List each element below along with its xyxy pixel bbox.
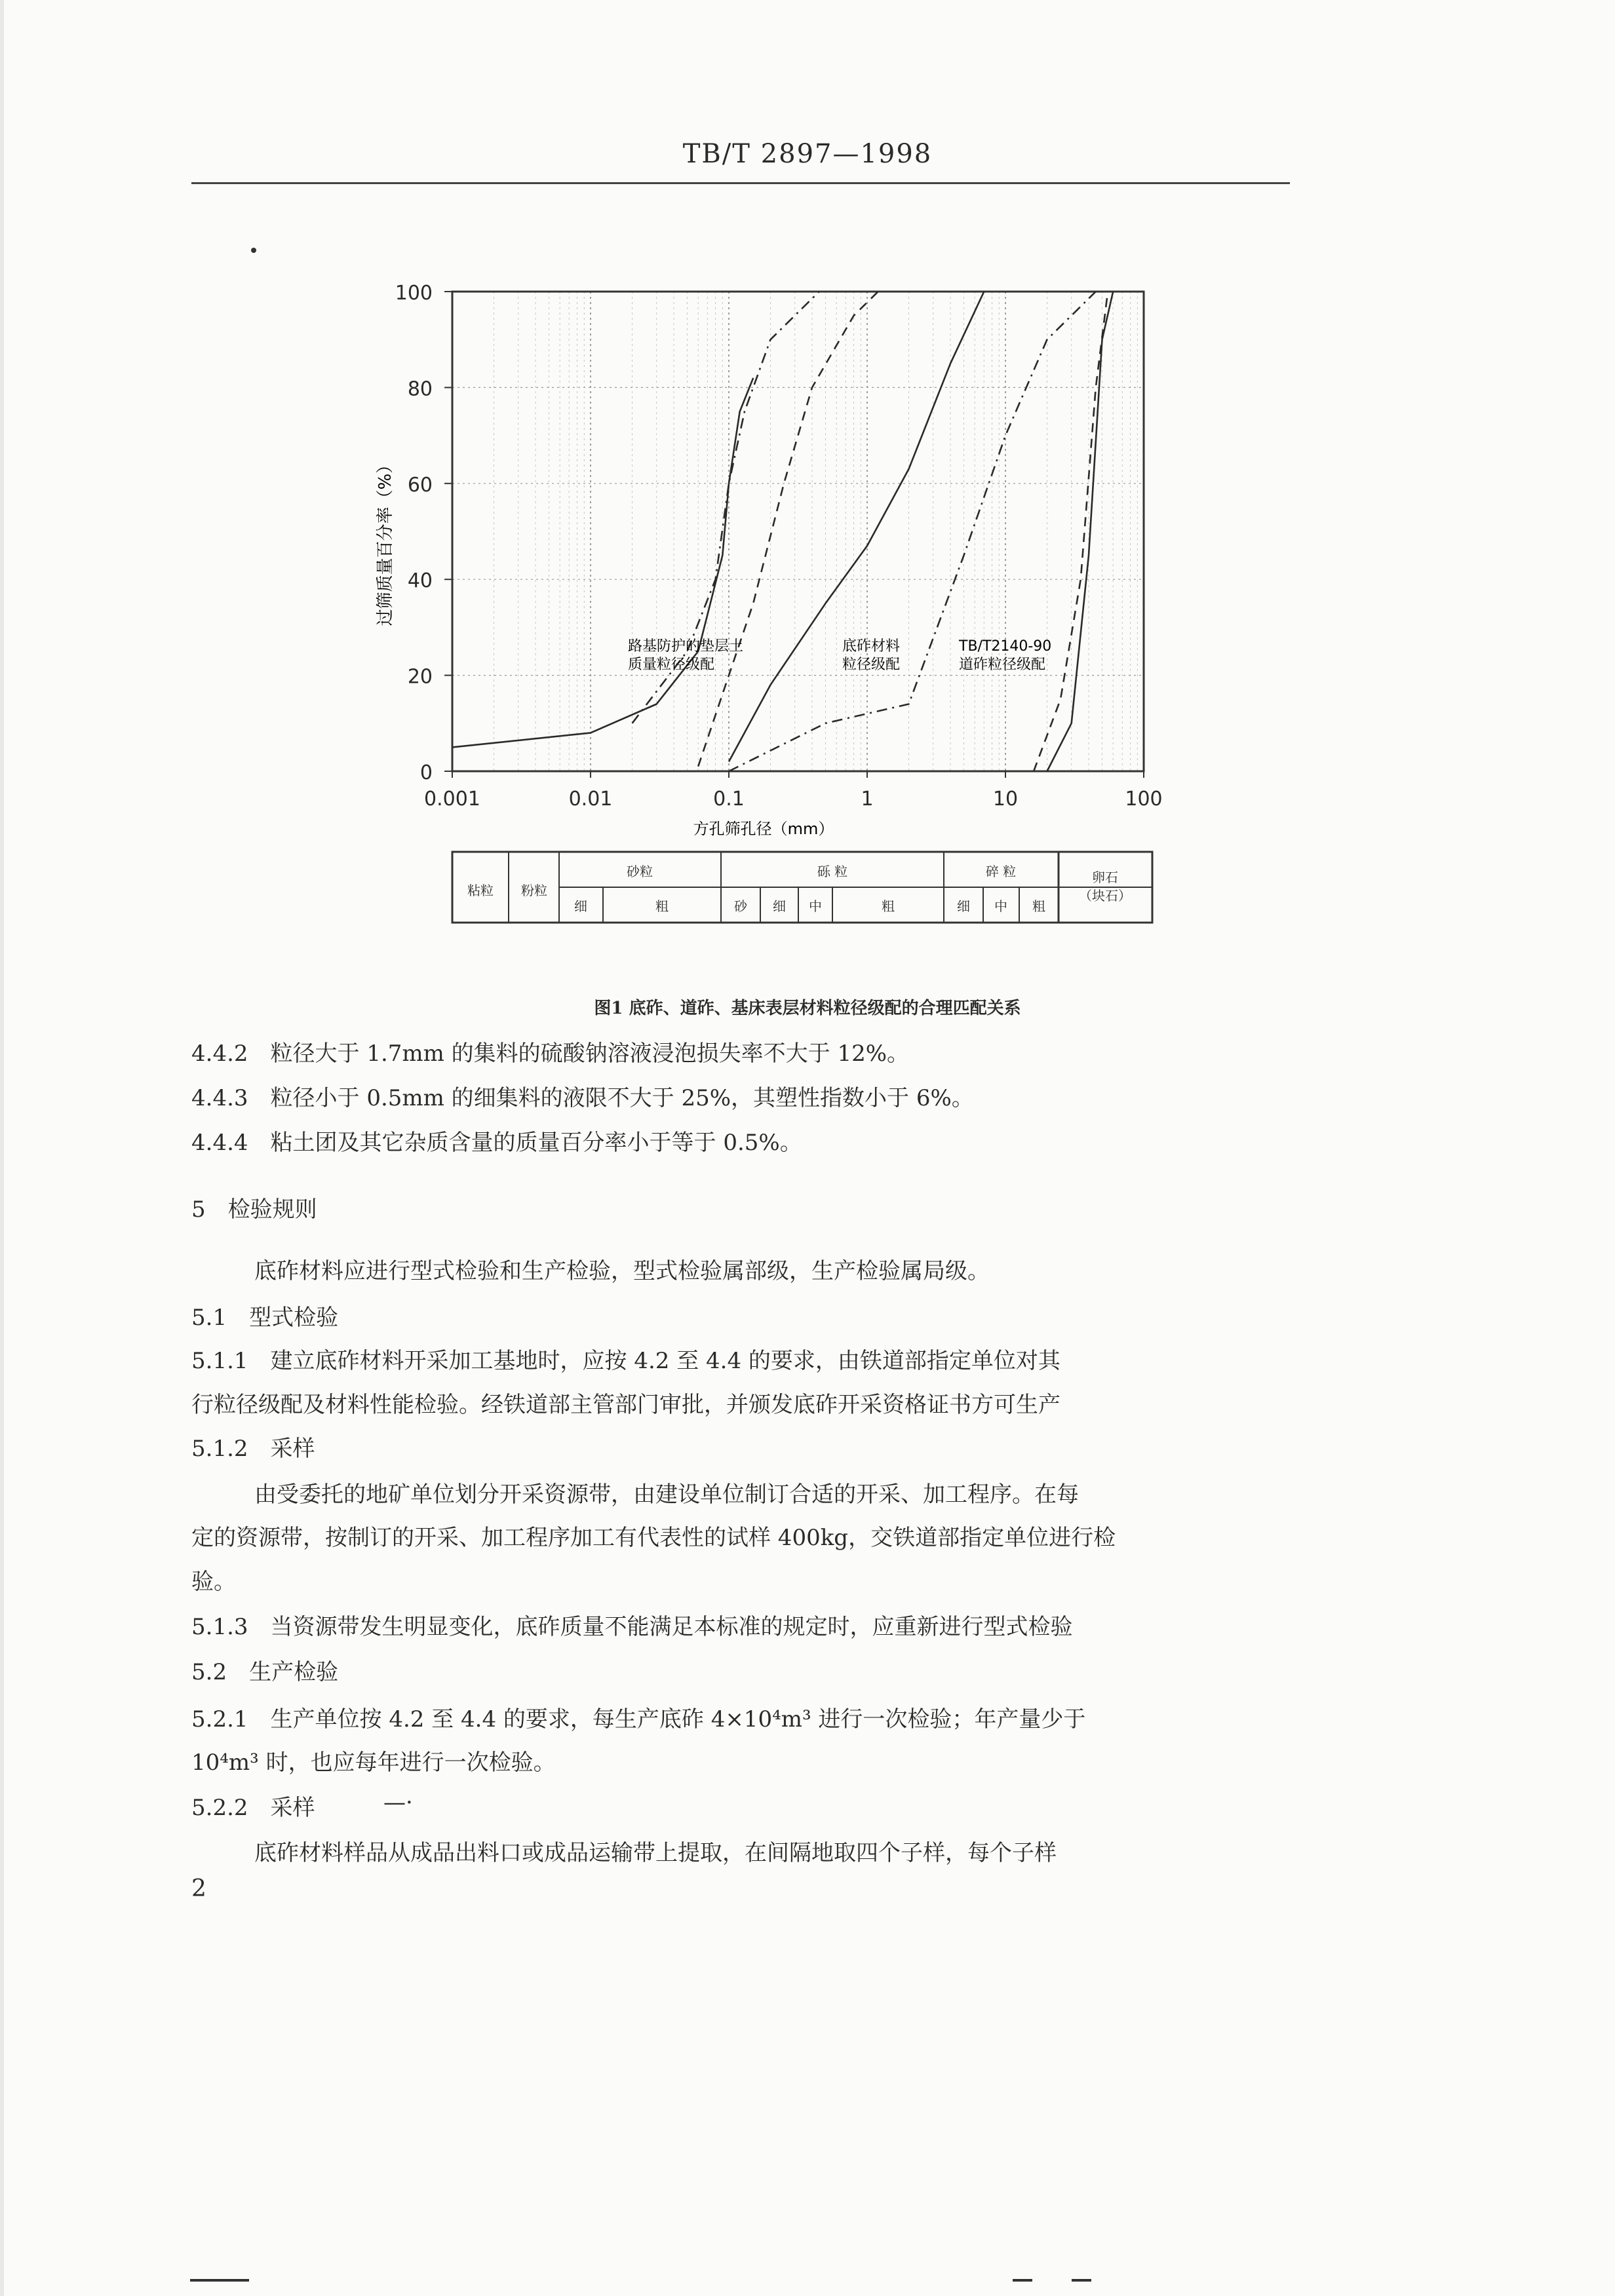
grain-gravel-coarse: 粗 xyxy=(882,898,895,914)
clause-5-2-2-line1: 底砟材料样品从成品出料口或成品运输带上提取，在间隔地取四个子样，每个子样 xyxy=(254,1840,1057,1866)
plot-frame xyxy=(452,292,1144,771)
grain-fine-gravel-m: 中 xyxy=(994,898,1007,914)
clause-4-4-2: 4.4.2 粒径大于 1.7mm 的集料的硫酸钠溶液浸泡损失率不大于 12%。 xyxy=(191,1041,910,1067)
section-5-heading: 5 检验规则 xyxy=(191,1196,317,1223)
footer-rule xyxy=(190,2279,249,2282)
section-5-1-heading: 5.1 型式检验 xyxy=(191,1305,339,1331)
x-axis-label: 方孔筛孔径（mm） xyxy=(693,820,834,838)
chart-series xyxy=(452,292,1113,771)
grain-sand: 砂粒 xyxy=(627,864,653,879)
clause-5-1-3: 5.1.3 当资源带发生明显变化，底砟质量不能满足本标准的规定时，应重新进行型式检验 xyxy=(191,1614,1073,1640)
page-number: 2 xyxy=(191,1875,206,1902)
y-ticks xyxy=(395,282,452,784)
curve-label-protective-1: 路基防护的垫层土 xyxy=(628,638,744,655)
section-5-2-heading: 5.2 生产检验 xyxy=(191,1659,339,1685)
x-tick-label: 10 xyxy=(992,788,1019,811)
y-tick-label: 60 xyxy=(407,473,433,497)
footer-dash-2 xyxy=(1072,2279,1091,2282)
y-tick-label: 40 xyxy=(407,569,433,593)
grain-fine-gravel-f: 细 xyxy=(957,898,970,914)
clause-5-2-1-line1: 5.2.1 生产单位按 4.2 至 4.4 的要求，每生产底砟 4×10⁴m³ 进行一次检验；年产量少于 xyxy=(191,1706,1086,1732)
curve-label-track-ballast-2: 道砟粒径级配 xyxy=(959,657,1046,673)
grain-sand-fine: 细 xyxy=(574,898,587,914)
grain-gravel-fine: 细 xyxy=(773,898,786,914)
clause-5-1-2-line2: 定的资源带，按制订的开采、加工程序加工有代表性的试样 400kg，交铁道部指定单位进行检 xyxy=(191,1525,1116,1551)
curve-label-ballast-bed-2: 粒径级配 xyxy=(842,657,901,673)
clause-4-4-4: 4.4.4 粘土团及其它杂质含量的质量百分率小于等于 0.5%。 xyxy=(191,1130,802,1156)
y-tick-label: 80 xyxy=(407,377,433,401)
clause-5-1-1-line2: 行粒径级配及材料性能检验。经铁道部主管部门审批，并颁发底砟开采资格证书方可生产 xyxy=(191,1392,1060,1418)
x-tick-label: 0.01 xyxy=(568,788,613,811)
curve-label-protective-2: 质量粒径级配 xyxy=(628,657,715,673)
series-line-7 xyxy=(1047,292,1114,771)
clause-5-1-2-heading: 5.1.2 采样 xyxy=(191,1436,315,1462)
standard-number-header: TB/T 2897—1998 xyxy=(682,139,933,169)
x-tick-label: 0.001 xyxy=(424,788,480,811)
y-axis-label: 过筛质量百分率（%） xyxy=(376,456,395,626)
y-tick-label: 0 xyxy=(419,761,433,784)
grain-fine-gravel-c: 粗 xyxy=(1032,898,1045,914)
grain-gravel-mid: 中 xyxy=(809,898,822,914)
grain-fine-gravel: 碎 粒 xyxy=(985,864,1017,879)
chart-grid xyxy=(452,292,1144,771)
series-line-1 xyxy=(452,378,753,748)
clause-5-2-1-line2: 10⁴m³ 时，也应每年进行一次检验。 xyxy=(191,1750,556,1776)
clause-5-2-2-heading: 5.2.2 采样 xyxy=(191,1795,315,1821)
x-tick-label: 100 xyxy=(1125,788,1163,811)
series-line-5 xyxy=(729,292,1096,771)
y-tick-label: 100 xyxy=(395,282,433,305)
grain-silt: 粉粒 xyxy=(521,883,547,898)
curve-label-track-ballast-1: TB/T2140-90 xyxy=(959,638,1052,655)
grain-stone: 卵石 xyxy=(1092,870,1118,885)
clause-5-1-2-line1: 由受委托的地矿单位划分开采资源带，由建设单位制订合适的开采、加工程序。在每 xyxy=(254,1482,1079,1508)
x-tick-label: 1 xyxy=(861,788,874,811)
section-5-intro: 底砟材料应进行型式检验和生产检验，型式检验属部级，生产检验属局级。 xyxy=(254,1258,990,1284)
x-ticks xyxy=(424,771,1163,811)
x-tick-label: 0.1 xyxy=(713,788,745,811)
grain-sand-coarse: 粗 xyxy=(655,898,669,914)
grain-clay: 粘粒 xyxy=(467,883,494,898)
grain-stone-paren: （块石） xyxy=(1079,888,1131,904)
clause-5-1-1-line1: 5.1.1 建立底砟材料开采加工基地时，应按 4.2 至 4.4 的要求，由铁道部指定单位对其 xyxy=(191,1348,1060,1374)
grain-gravel-sand: 砂 xyxy=(734,898,747,914)
grain-size-table xyxy=(452,852,1152,923)
figure-caption: 图1 底砟、道砟、基床表层材料粒径级配的合理匹配关系 xyxy=(594,999,1021,1018)
clause-5-1-2-line3: 验。 xyxy=(191,1569,236,1595)
footer-dash-1 xyxy=(1013,2279,1032,2282)
figure-1 xyxy=(0,0,1615,1022)
clause-5-2-2-mark: —· xyxy=(383,1789,413,1816)
y-tick-label: 20 xyxy=(407,665,433,689)
series-line-4 xyxy=(729,292,984,761)
curve-label-ballast-bed-1: 底砟材料 xyxy=(842,638,901,655)
series-line-6 xyxy=(1034,292,1108,771)
clause-4-4-3: 4.4.3 粒径小于 0.5mm 的细集料的液限不大于 25%，其塑性指数小于 6%。 xyxy=(191,1085,974,1111)
grain-gravel: 砾 粒 xyxy=(817,864,848,879)
